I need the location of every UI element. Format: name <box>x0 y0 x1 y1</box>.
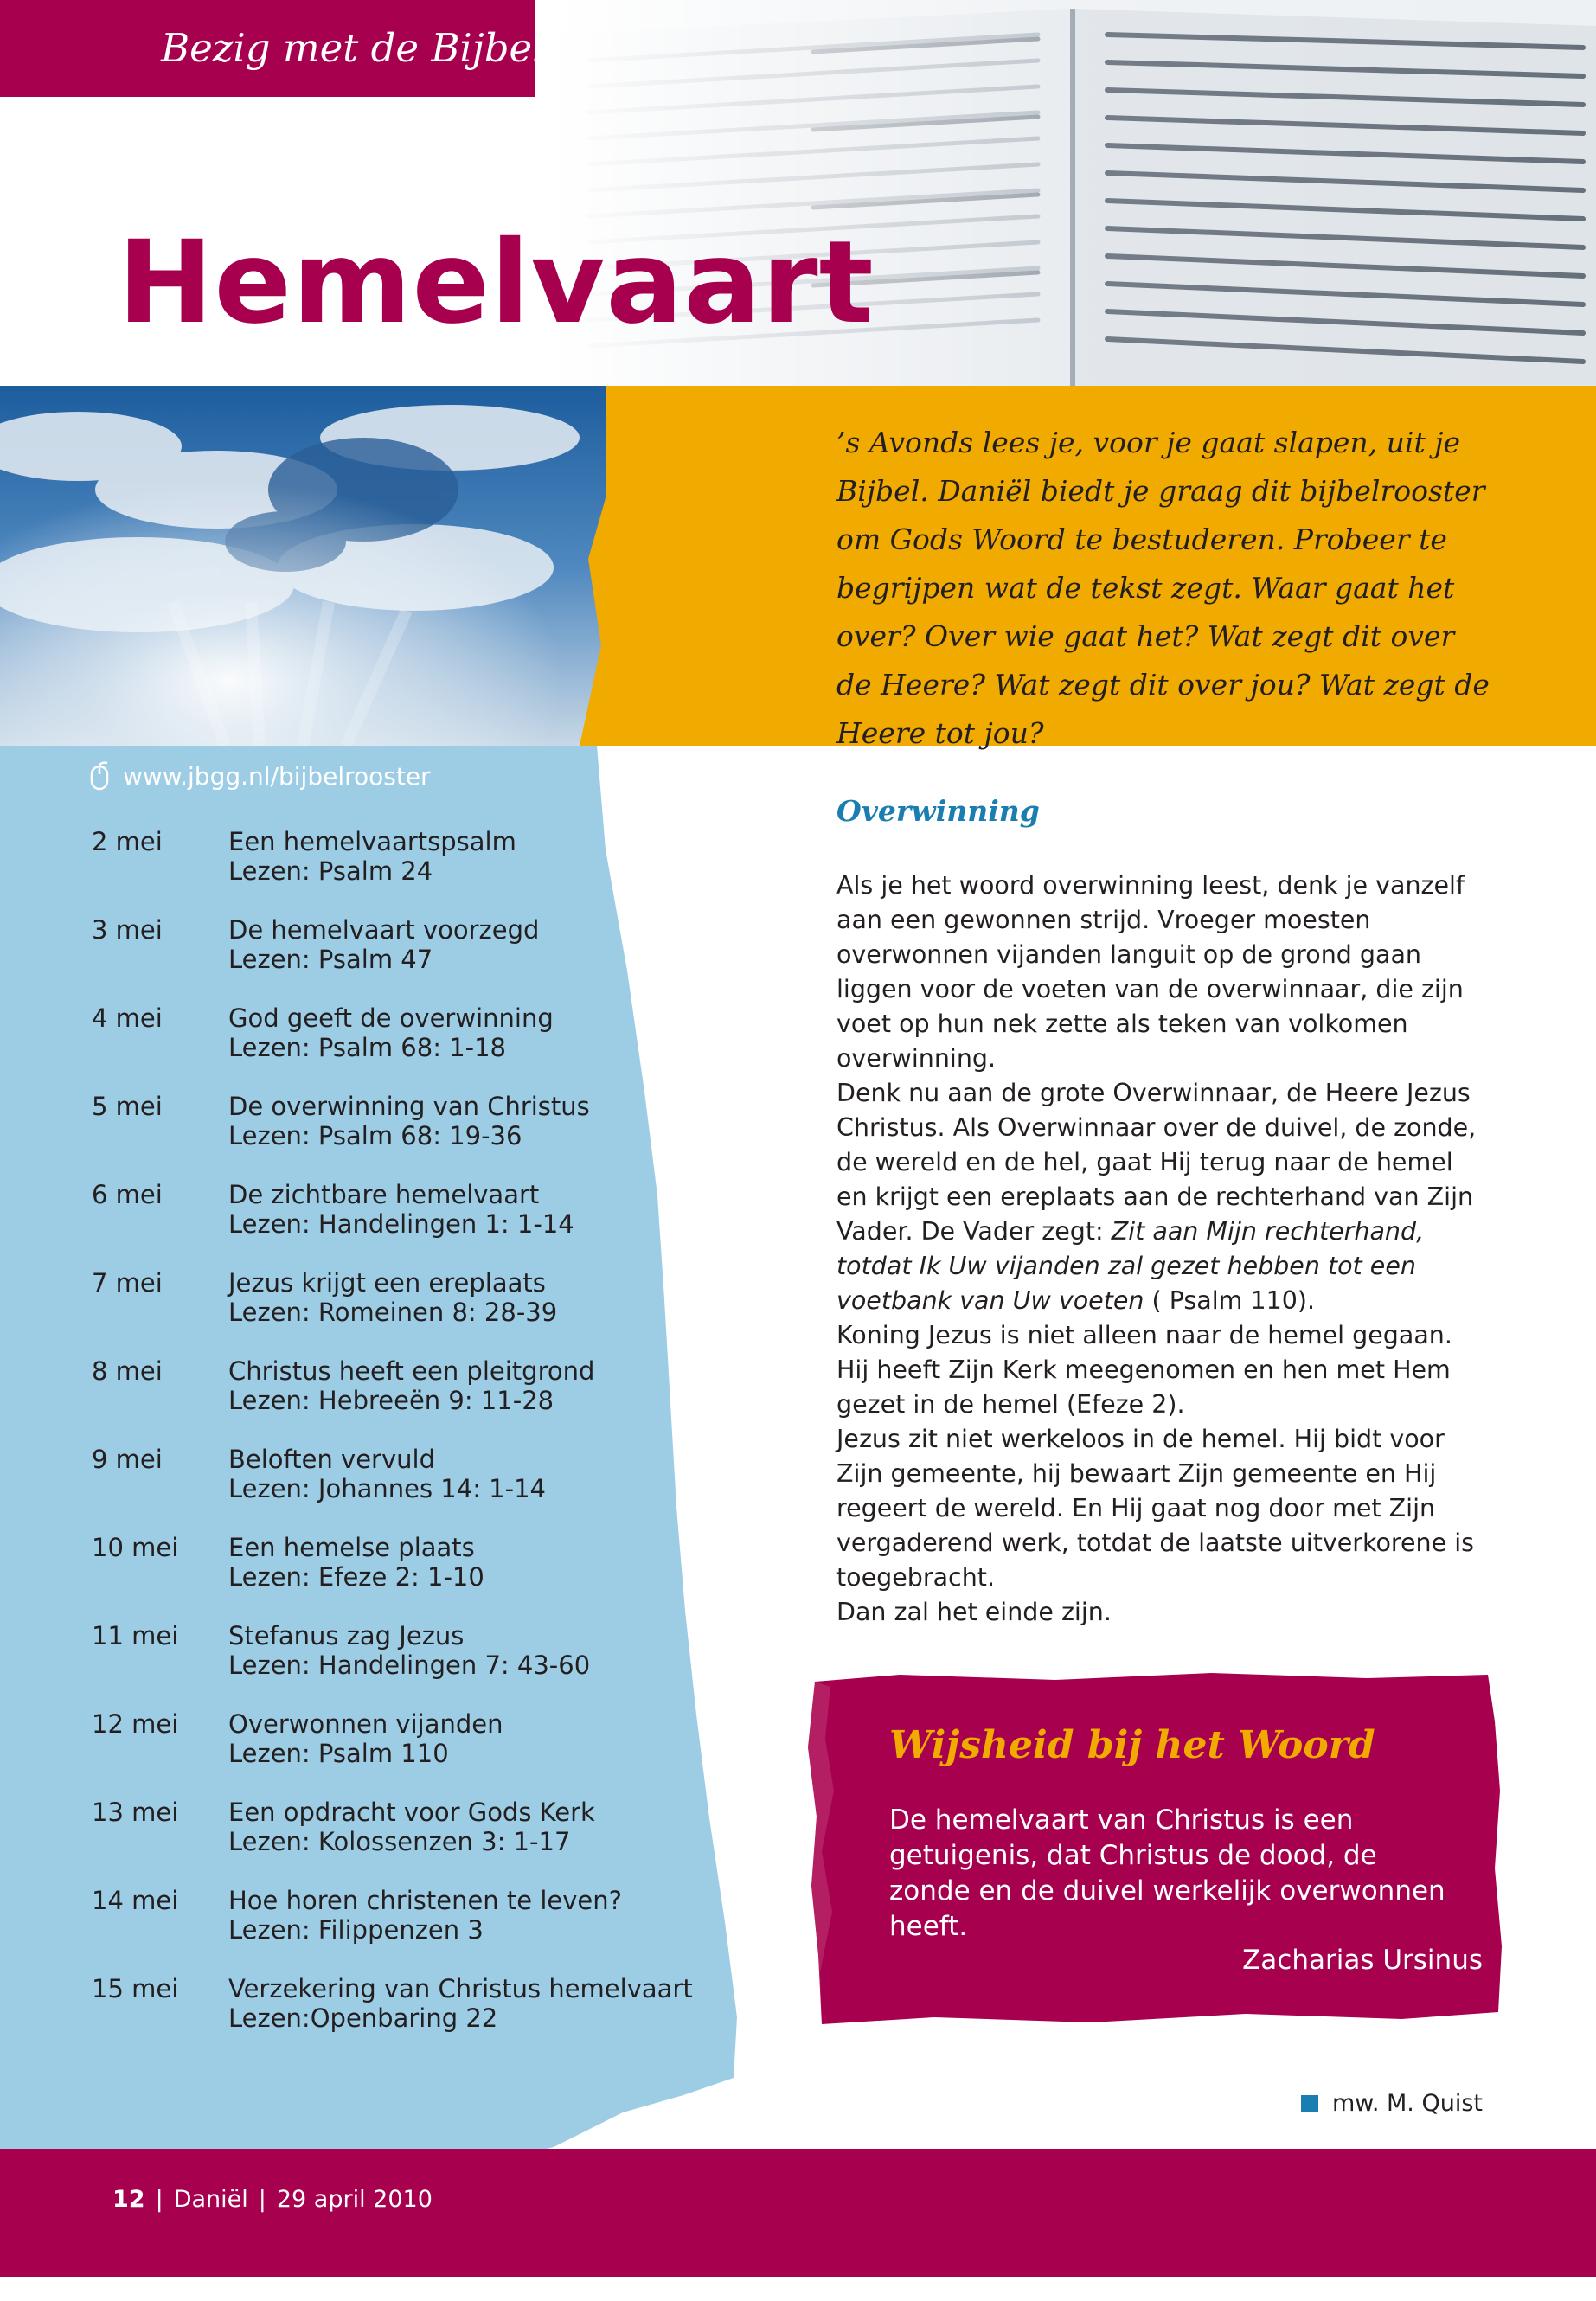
article-heading: Overwinning <box>836 794 1040 828</box>
article-text: Denk nu aan de grote Overwinnaar, de Heere Jezus Christus. Als Overwinnaar over de duivel, de zonde, de wereld en de hel, gaat Hij terug naar de hemel en krijgt een ereplaats aan de rechterhand van Zijn Vader. De Vader zegt: <box>836 1079 1477 1246</box>
schedule-date: 9 mei <box>92 1445 163 1474</box>
schedule-row <box>92 1180 715 1268</box>
schedule-reading: Lezen: Psalm 68: 1-18 <box>228 1033 507 1062</box>
schedule-row <box>92 915 715 1003</box>
article-paragraph: Als je het woord overwinning leest, denk je vanzelf aan een gewonnen strijd. Vroeger moesten overwonnen vijanden languit op de grond gaan liggen voor de voeten van de overwinnaar, die zijn voet op hun nek zette als teken van volkomen overwinning. <box>836 871 1465 1073</box>
quote-text: De hemelvaart van Christus is een getuigenis, dat Christus de dood, de zonde en de duivel werkelijk overwonnen heeft. <box>889 1804 1445 1942</box>
schedule-row <box>92 1709 715 1798</box>
schedule-entry <box>228 1445 715 1533</box>
schedule-title: Een hemelse plaats <box>228 1533 475 1562</box>
schedule-row <box>92 1356 715 1445</box>
schedule-entry <box>228 1974 715 2062</box>
footer-bar <box>0 2149 1596 2277</box>
square-bullet-icon <box>1301 2095 1318 2112</box>
byline <box>1301 2090 1483 2117</box>
schedule-reading: Lezen:Openbaring 22 <box>228 2003 498 2033</box>
schedule-date: 8 mei <box>92 1356 163 1386</box>
footer-info <box>112 2186 433 2213</box>
article-paragraph <box>836 1076 1487 1318</box>
schedule-title: Stefanus zag Jezus <box>228 1621 465 1650</box>
section-label: Bezig met de Bijbel <box>0 0 535 97</box>
schedule-entry <box>228 827 715 915</box>
separator: | <box>258 2186 266 2213</box>
page-title: Hemelvaart <box>118 216 875 349</box>
article-paragraph: Koning Jezus is niet alleen naar de hemel gegaan. Hij heeft Zijn Kerk meegenomen en hen met Hem gezet in de hemel (Efeze 2). <box>836 1321 1452 1419</box>
schedule-reading: Lezen: Romeinen 8: 28-39 <box>228 1298 558 1327</box>
schedule-row <box>92 1974 715 2062</box>
schedule-row <box>92 1533 715 1621</box>
intro-text: ’s Avonds lees je, voor je gaat slapen, uit je Bijbel. Daniël biedt je graag dit bijbelrooster om Gods Woord te bestuderen. Probeer te begrijpen wat de tekst zegt. Waar gaat het over? Over wie gaat het? Wat zegt dit over de Heere? Wat zegt dit over jou? Wat zegt de Heere tot jou? <box>836 426 1490 750</box>
schedule-reading: Lezen: Kolossenzen 3: 1-17 <box>228 1827 571 1856</box>
article-body <box>836 868 1487 1630</box>
schedule-row <box>92 1445 715 1533</box>
schedule-title: Een hemelvaartspsalm <box>228 827 516 856</box>
schedule-date: 3 mei <box>92 915 163 945</box>
schedule-row <box>92 1798 715 1886</box>
schedule-entry <box>228 1886 715 1974</box>
schedule-reading: Lezen: Johannes 14: 1-14 <box>228 1474 547 1503</box>
schedule-date: 13 mei <box>92 1798 179 1827</box>
schedule-date: 14 mei <box>92 1886 179 1915</box>
schedule-reading: Lezen: Filippenzen 3 <box>228 1915 484 1945</box>
issue-date: 29 april 2010 <box>276 2186 433 2213</box>
sky-image <box>0 386 606 746</box>
schedule-reading: Lezen: Efeze 2: 1-10 <box>228 1562 484 1592</box>
schedule-entry <box>228 1268 715 1356</box>
schedule-date: 6 mei <box>92 1180 163 1209</box>
schedule-entry <box>228 1180 715 1268</box>
schedule-entry <box>228 1003 715 1092</box>
schedule-reading: Lezen: Psalm 68: 19-36 <box>228 1121 522 1150</box>
schedule-entry <box>228 1533 715 1621</box>
article-paragraph: Dan zal het einde zijn. <box>836 1598 1112 1626</box>
schedule-title: God geeft de overwinning <box>228 1003 554 1033</box>
schedule-title: Christus heeft een pleitgrond <box>228 1356 595 1386</box>
magazine-name: Daniël <box>173 2186 248 2213</box>
schedule-entry <box>228 1709 715 1798</box>
schedule-date: 12 mei <box>92 1709 179 1739</box>
schedule-date: 10 mei <box>92 1533 179 1562</box>
schedule-row <box>92 1092 715 1180</box>
schedule-title: De overwinning van Christus <box>228 1092 590 1121</box>
schedule-row <box>92 1886 715 1974</box>
schedule-entry <box>228 1798 715 1886</box>
schedule-title: Een opdracht voor Gods Kerk <box>228 1798 595 1827</box>
schedule-entry <box>228 1356 715 1445</box>
schedule-date: 2 mei <box>92 827 163 856</box>
schedule-reading: Lezen: Psalm 110 <box>228 1739 449 1768</box>
schedule-reading: Lezen: Psalm 24 <box>228 856 433 886</box>
mouse-icon <box>87 761 112 791</box>
schedule-title: Overwonnen vijanden <box>228 1709 503 1739</box>
quote-author: Zacharias Ursinus <box>1242 1945 1483 1976</box>
schedule-row <box>92 1268 715 1356</box>
schedule-entry <box>228 1092 715 1180</box>
schedule-date: 11 mei <box>92 1621 179 1650</box>
schedule-title: Jezus krijgt een ereplaats <box>228 1268 546 1298</box>
schedule-entry <box>228 915 715 1003</box>
schedule-date: 4 mei <box>92 1003 163 1033</box>
schedule-date: 5 mei <box>92 1092 163 1121</box>
separator: | <box>155 2186 163 2213</box>
schedule-title: De hemelvaart voorzegd <box>228 915 540 945</box>
schedule-title: Beloften vervuld <box>228 1445 435 1474</box>
author-name: mw. M. Quist <box>1331 2090 1483 2117</box>
schedule-title: De zichtbare hemelvaart <box>228 1180 540 1209</box>
schedule-row <box>92 1003 715 1092</box>
schedule-reading: Lezen: Hebreeën 9: 11-28 <box>228 1386 554 1415</box>
schedule-date: 15 mei <box>92 1974 179 2003</box>
page-number: 12 <box>112 2186 145 2213</box>
quote-title: Wijsheid bij het Woord <box>889 1723 1375 1767</box>
reading-schedule <box>92 827 715 2062</box>
schedule-title: Hoe horen christenen te leven? <box>228 1886 623 1915</box>
schedule-reading: Lezen: Handelingen 1: 1-14 <box>228 1209 574 1239</box>
schedule-row <box>92 1621 715 1709</box>
schedule-title: Verzekering van Christus hemelvaart <box>228 1974 693 2003</box>
schedule-entry <box>228 1621 715 1709</box>
article-paragraph: Jezus zit niet werkeloos in de hemel. Hij bidt voor Zijn gemeente, hij bewaart Zijn gemeente en Hij regeert de wereld. En Hij gaat nog door met Zijn vergaderend werk, totdat de laatste uitverkorene is toegebracht. <box>836 1425 1474 1592</box>
schedule-reading: Lezen: Psalm 47 <box>228 945 433 974</box>
bijbelrooster-url: www.jbgg.nl/bijbelrooster <box>123 761 431 791</box>
schedule-row <box>92 827 715 915</box>
schedule-date: 7 mei <box>92 1268 163 1298</box>
schedule-reading: Lezen: Handelingen 7: 43-60 <box>228 1650 591 1680</box>
bijbelrooster-link[interactable] <box>87 761 431 791</box>
article-quote: Zit aan Mijn rechterhand, totdat Ik Uw vijanden zal gezet hebben tot een voetbank van Uw voeten <box>836 1217 1425 1315</box>
article-reference: ( Psalm 110). <box>1144 1286 1316 1315</box>
